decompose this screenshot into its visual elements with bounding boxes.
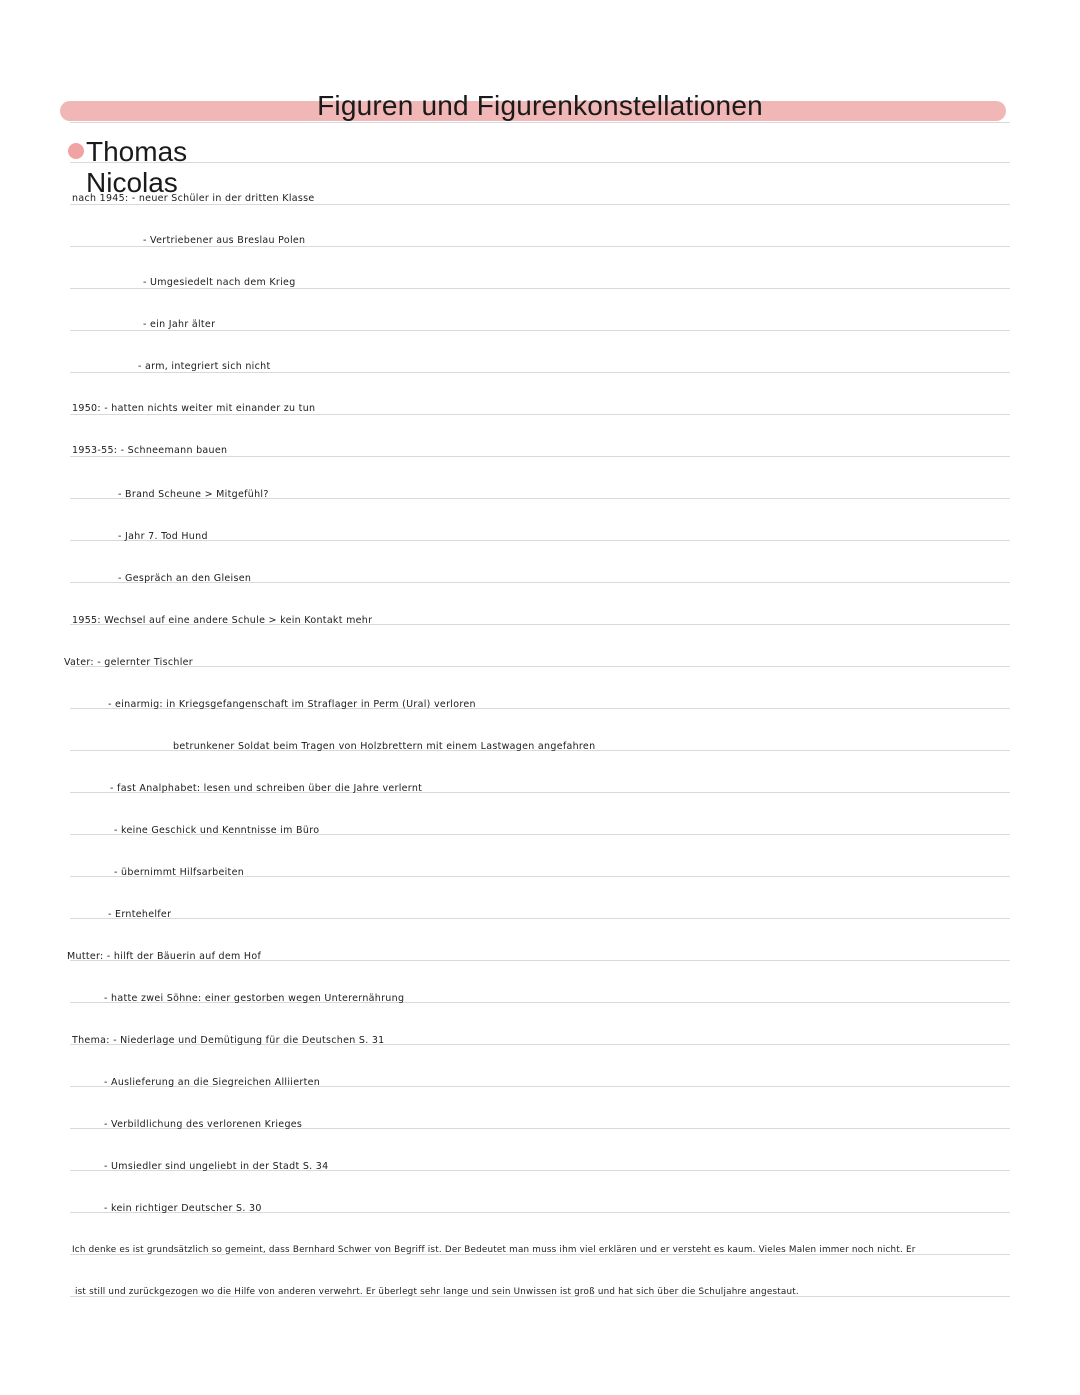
note-line: Vater: - gelernter Tischler bbox=[64, 657, 194, 668]
note-line: - übernimmt Hilfsarbeiten bbox=[114, 867, 245, 878]
page-title: Figuren und Figurenkonstellationen bbox=[317, 90, 763, 121]
ruled-line bbox=[70, 162, 1010, 163]
ruled-line bbox=[70, 918, 1010, 919]
character-last-name: Nicolas bbox=[86, 167, 178, 198]
bullet-dot-icon bbox=[68, 143, 84, 159]
note-line: - ein Jahr älter bbox=[143, 319, 216, 330]
note-paragraph-line: ist still und zurückgezogen wo die Hilfe von anderen verwehrt. Er überlegt sehr lange und sein Unwissen ist groß und hat sich über die Schuljahre angestaut. bbox=[75, 1287, 799, 1297]
ruled-line bbox=[70, 246, 1010, 247]
note-line: 1950: - hatten nichts weiter mit einander zu tun bbox=[72, 403, 316, 414]
note-line: - einarmig: in Kriegsgefangenschaft im Straflager in Perm (Ural) verloren bbox=[108, 699, 476, 710]
character-first-name: Thomas bbox=[86, 136, 188, 167]
note-line: - Jahr 7. Tod Hund bbox=[118, 531, 208, 542]
note-line: - fast Analphabet: lesen und schreiben über die Jahre verlernt bbox=[110, 783, 423, 794]
note-line: - kein richtiger Deutscher S. 30 bbox=[104, 1203, 262, 1214]
ruled-line bbox=[70, 288, 1010, 289]
ruled-line bbox=[70, 122, 1010, 123]
note-line: - Auslieferung an die Siegreichen Alliierten bbox=[104, 1077, 321, 1088]
ruled-line bbox=[70, 666, 1010, 667]
note-line: - Brand Scheune > Mitgefühl? bbox=[118, 489, 269, 500]
note-line: - Umsiedler sind ungeliebt in der Stadt S. 34 bbox=[104, 1161, 329, 1172]
ruled-line bbox=[70, 414, 1010, 415]
note-line: betrunkener Soldat beim Tragen von Holzbrettern mit einem Lastwagen angefahren bbox=[173, 741, 596, 752]
note-line: - Verbildlichung des verlorenen Krieges bbox=[104, 1119, 303, 1130]
note-line: 1953-55: - Schneemann bauen bbox=[72, 445, 228, 456]
note-line: 1955: Wechsel auf eine andere Schule > kein Kontakt mehr bbox=[72, 615, 373, 626]
note-line: - Gespräch an den Gleisen bbox=[118, 573, 252, 584]
note-line: Thema: - Niederlage und Demütigung für die Deutschen S. 31 bbox=[72, 1035, 385, 1046]
ruled-line bbox=[70, 372, 1010, 373]
ruled-line bbox=[70, 330, 1010, 331]
note-line: - keine Geschick und Kenntnisse im Büro bbox=[114, 825, 320, 836]
note-line: Mutter: - hilft der Bäuerin auf dem Hof bbox=[67, 951, 262, 962]
ruled-line bbox=[70, 204, 1010, 205]
ruled-line bbox=[70, 456, 1010, 457]
note-line: - Umgesiedelt nach dem Krieg bbox=[143, 277, 296, 288]
note-line: - Erntehelfer bbox=[108, 909, 172, 920]
note-line: - hatte zwei Söhne: einer gestorben wegen Unterernährung bbox=[104, 993, 405, 1004]
note-line: - arm, integriert sich nicht bbox=[138, 361, 271, 372]
note-line: nach 1945: - neuer Schüler in der dritten Klasse bbox=[72, 193, 315, 204]
note-line: - Vertriebener aus Breslau Polen bbox=[143, 235, 306, 246]
ruled-line bbox=[70, 540, 1010, 541]
note-paragraph-line: Ich denke es ist grundsätzlich so gemeint, dass Bernhard Schwer von Begriff ist. Der Bedeutet man muss ihm viel erklären und er versteht es kaum. Vieles Malen immer noch nicht. Er bbox=[72, 1245, 916, 1255]
